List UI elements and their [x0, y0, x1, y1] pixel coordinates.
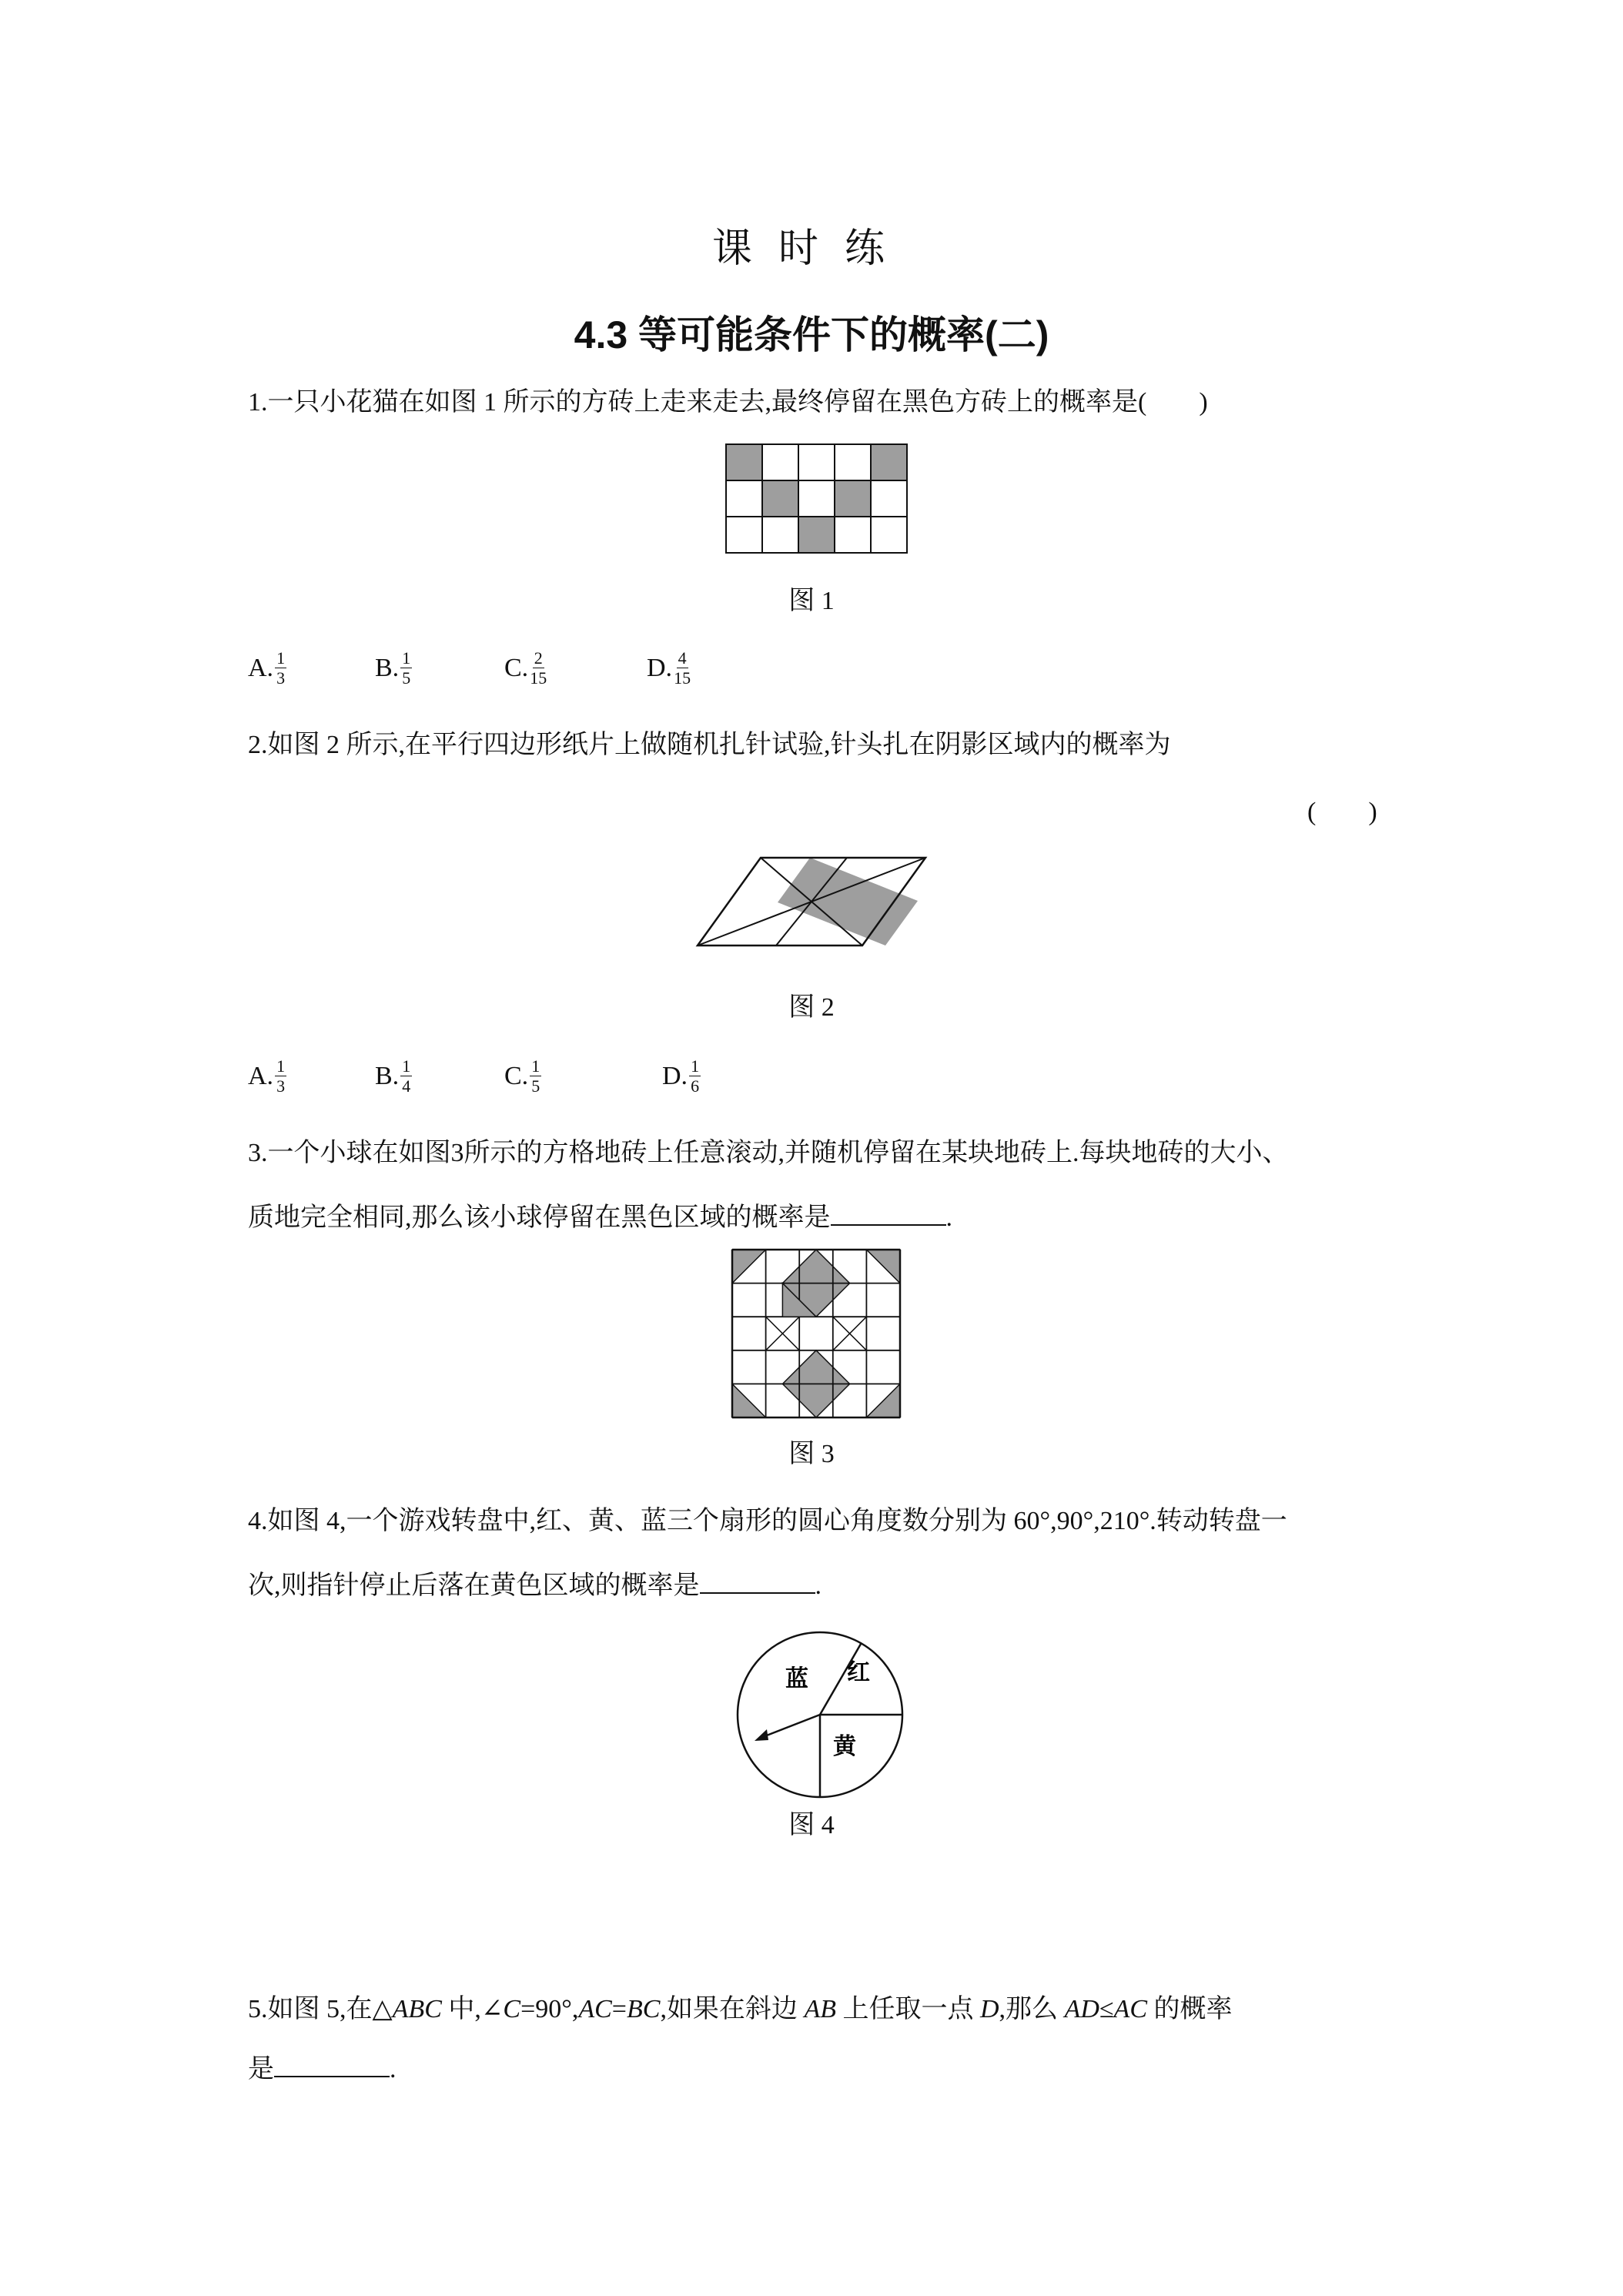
question-4-line-2: 次,则指针停止后落在黄色区域的概率是 .: [248, 1565, 1387, 1608]
fraction: $\frac{1}{5}$: [531, 1056, 540, 1096]
grid-cell: [726, 444, 762, 480]
fraction: $\frac{1}{3}$: [276, 648, 286, 688]
grid-cell: [798, 480, 835, 517]
figure-1-grid: [724, 442, 909, 554]
grid-cell: [798, 444, 835, 480]
figure-4-caption: 图 4: [788, 1811, 835, 1839]
shaded-triangle: [732, 1250, 766, 1284]
q2-option-b[interactable]: B. $\frac{1}{4}$: [375, 1056, 411, 1096]
question-5-line-1: 5.如图 5,在△ABC 中,∠C=90°,AC=BC,如果在斜边 AB 上任取一点 D,那么 AD≤AC 的概率: [248, 1995, 1233, 2023]
fraction: $\frac{1}{3}$: [276, 1056, 286, 1096]
question-1-text: 1.一只小花猫在如图 1 所示的方砖上走来走去,最终停留在黑色方砖上的概率是( ): [248, 388, 1208, 417]
label-yellow: 黄: [833, 1733, 856, 1760]
grid-cell: [762, 444, 798, 480]
answer-blank[interactable]: [700, 1566, 815, 1594]
grid-cell: [835, 444, 871, 480]
question-2-text: 2.如图 2 所示,在平行四边形纸片上做随机扎针试验,针头扎在阴影区域内的概率为: [248, 731, 1171, 759]
answer-blank[interactable]: [274, 2050, 390, 2077]
question-4-line-1: 4.如图 4,一个游戏转盘中,红、黄、蓝三个扇形的圆心角度数分别为 60°,90°,210°.转动转盘一: [248, 1507, 1287, 1535]
shaded-triangle: [732, 1384, 766, 1417]
figure-4-spinner: [731, 1626, 909, 1803]
q2-option-c[interactable]: C. $\frac{1}{5}$: [504, 1056, 540, 1096]
q1-option-d[interactable]: D. $\frac{4}{15}$: [647, 648, 691, 688]
figure-2-parallelogram: [693, 847, 939, 955]
q1-option-c[interactable]: C. $\frac{2}{15}$: [504, 648, 547, 688]
grid-cell: [726, 517, 762, 553]
grid-cell: [762, 517, 798, 553]
grid-cell: [726, 480, 762, 517]
figure-2-caption: 图 2: [788, 993, 835, 1022]
grid-cell: [798, 517, 835, 553]
grid-cell: [871, 480, 907, 517]
page-subtitle: 4.3 等可能条件下的概率(二): [574, 313, 1049, 356]
fraction: $\frac{1}{5}$: [402, 648, 411, 688]
question-3-line-2: 质地完全相同,那么该小球停留在黑色区域的概率是 .: [248, 1197, 1387, 1240]
shaded-triangle: [866, 1250, 900, 1284]
fraction: $\frac{1}{6}$: [691, 1056, 700, 1096]
question-3-line-1: 3.一个小球在如图3所示的方格地砖上任意滚动,并随机停留在某块地砖上.每块地砖的大小、: [248, 1139, 1289, 1167]
grid-cell: [762, 480, 798, 517]
grid-cell: [871, 517, 907, 553]
grid-cell: [835, 480, 871, 517]
question-2-answer-paren: ( ): [1307, 798, 1377, 826]
question-5-line-2: 是 .: [248, 2048, 1387, 2091]
label-blue: 蓝: [785, 1665, 808, 1692]
grid-cell: [871, 444, 907, 480]
label-red: 红: [847, 1659, 870, 1686]
answer-blank[interactable]: [831, 1198, 946, 1226]
fraction: $\frac{2}{15}$: [530, 648, 547, 688]
figure-3-caption: 图 3: [788, 1440, 835, 1468]
page-title: 课时练: [711, 227, 911, 271]
question-2-options: [248, 1056, 701, 1096]
fraction: $\frac{4}{15}$: [674, 648, 691, 688]
grid-cell: [835, 517, 871, 553]
fraction: $\frac{1}{4}$: [402, 1056, 411, 1096]
q1-option-b[interactable]: B. $\frac{1}{5}$: [375, 648, 411, 688]
shaded-triangle: [866, 1384, 900, 1417]
q2-option-d[interactable]: D. $\frac{1}{6}$: [662, 1056, 700, 1096]
figure-1-caption: 图 1: [788, 587, 835, 615]
q1-option-a[interactable]: A. $\frac{1}{3}$: [248, 648, 286, 688]
question-1-options: [248, 648, 691, 688]
q2-option-a[interactable]: A. $\frac{1}{3}$: [248, 1056, 286, 1096]
figure-3-tiles: [730, 1247, 902, 1420]
